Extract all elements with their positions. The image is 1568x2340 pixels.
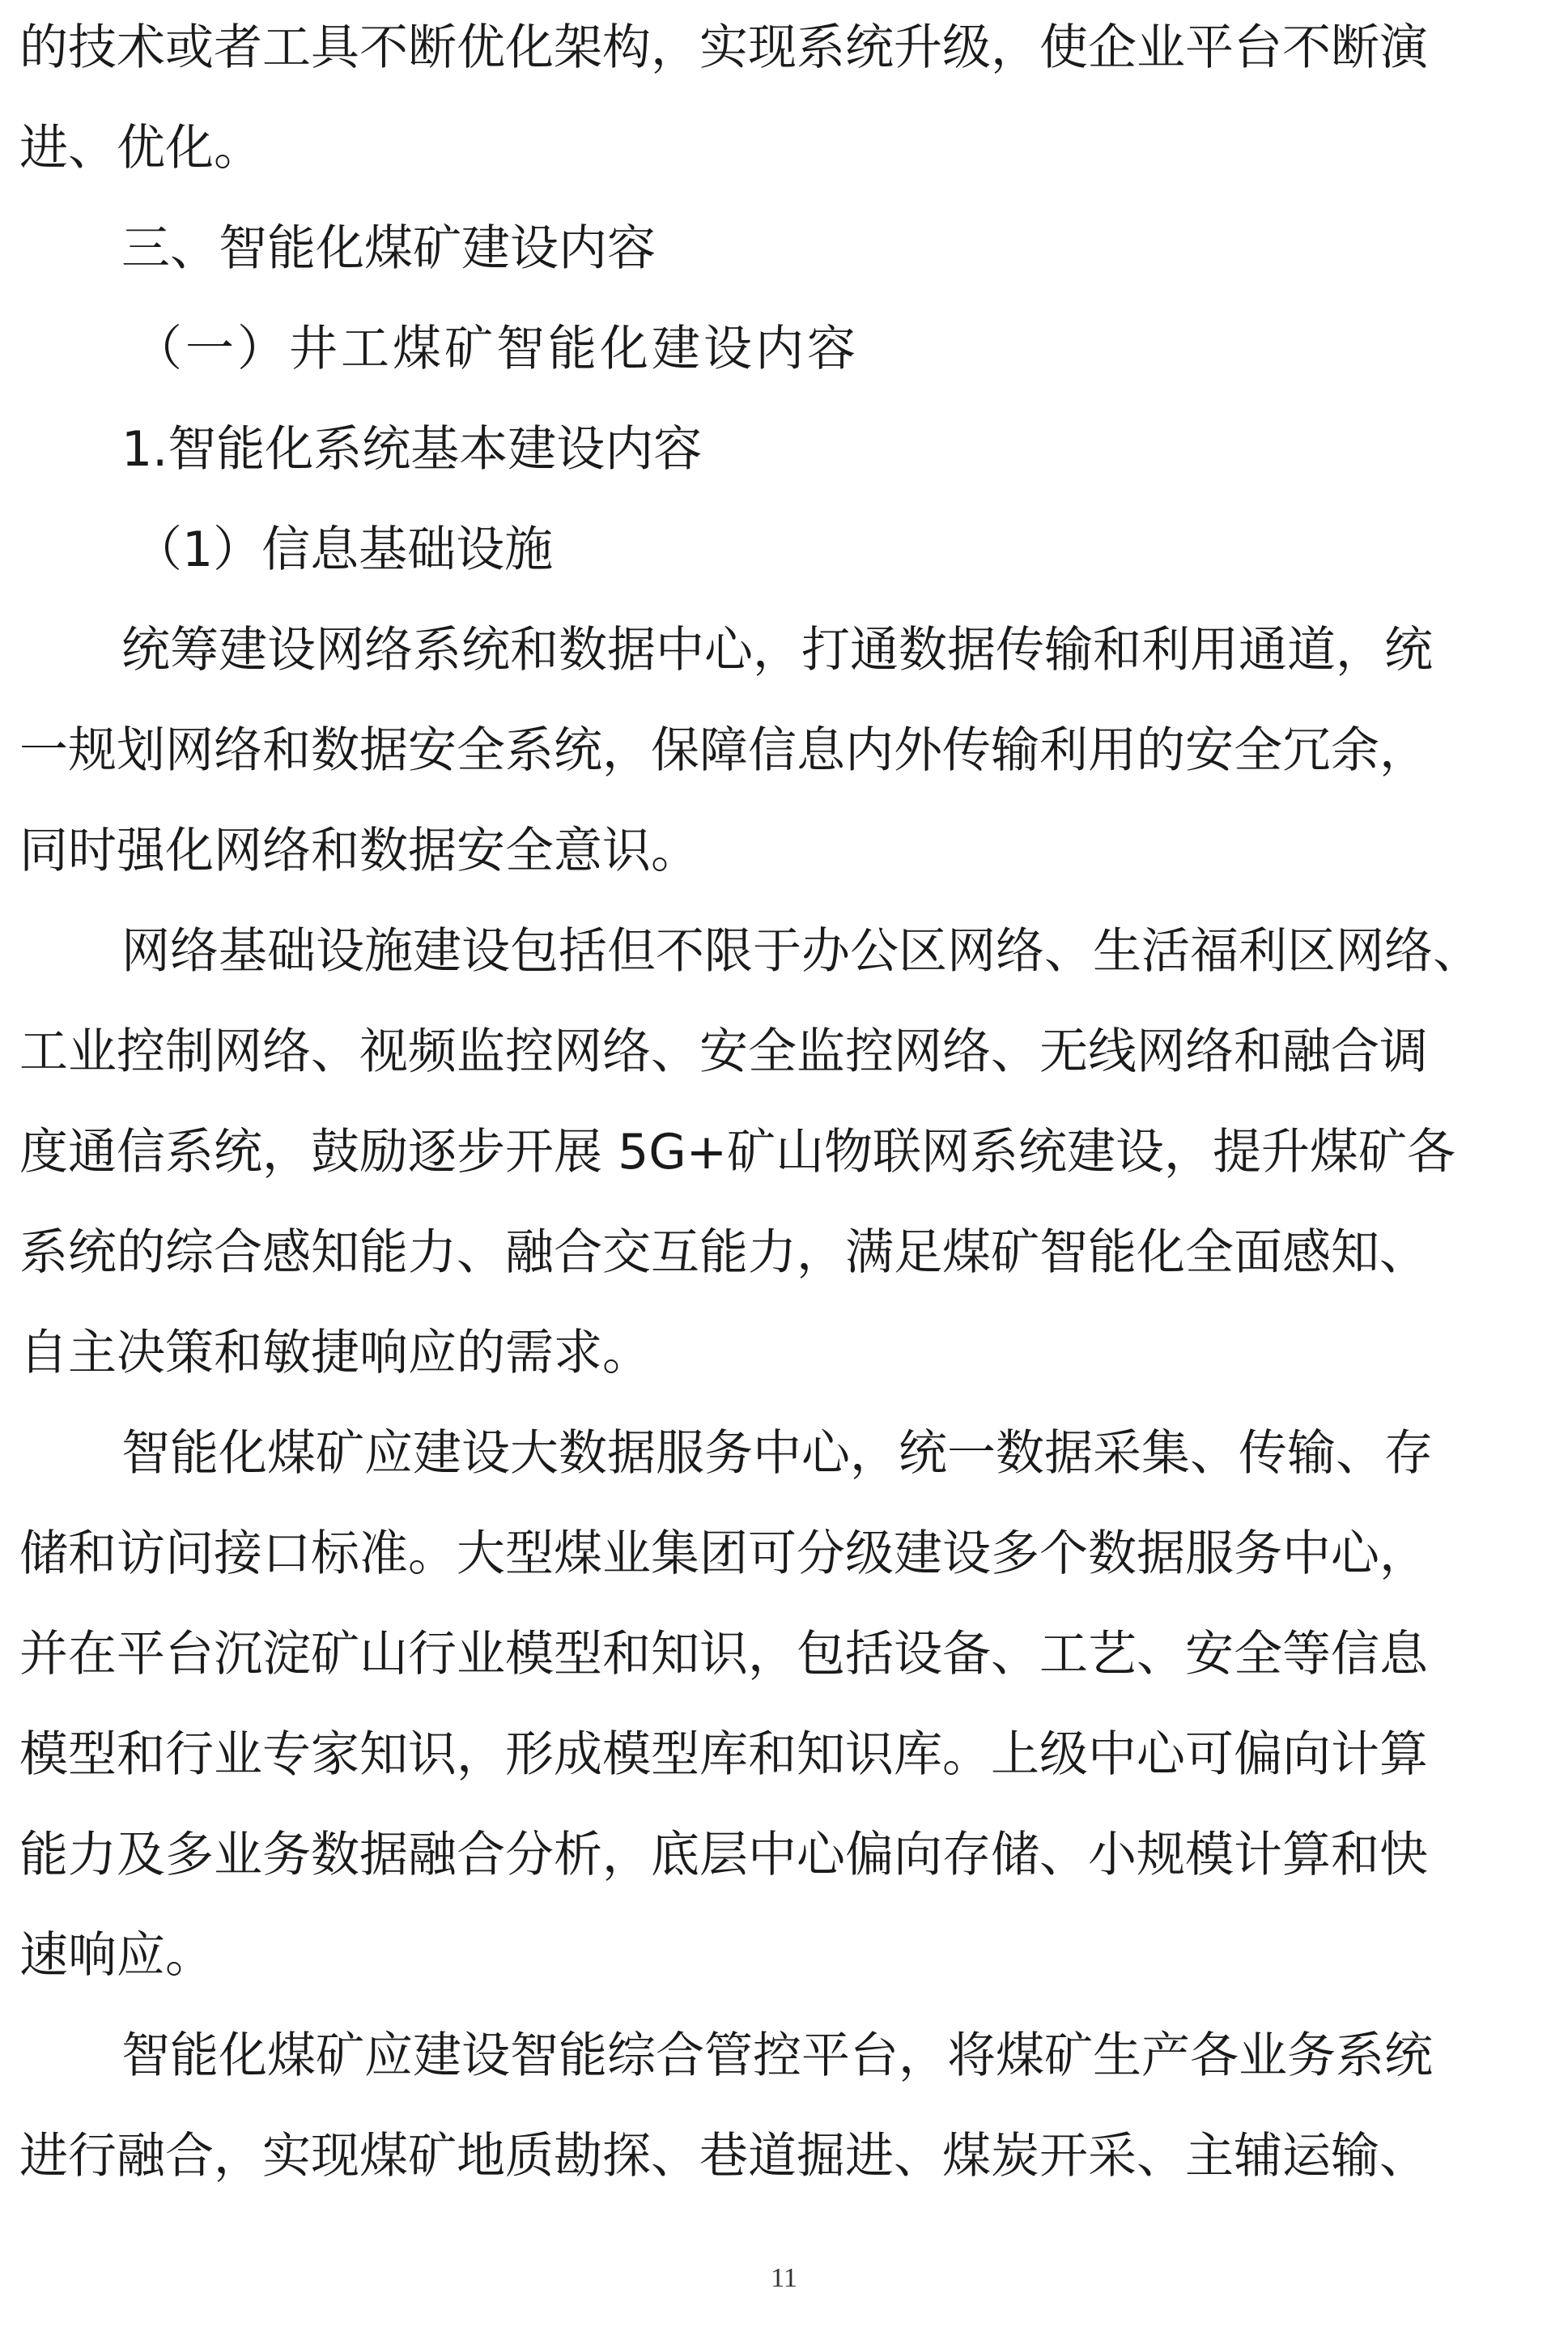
- paragraph-line: 模型和行业专家知识，形成模型库和知识库。上级中心可偏向计算: [19, 1726, 1428, 1783]
- text-line: 的技术或者工具不断优化架构，实现系统升级，使企业平台不断演: [19, 19, 1428, 76]
- paragraph-line: 储和访问接口标准。大型煤业集团可分级建设多个数据服务中心，: [19, 1525, 1428, 1582]
- paragraph-line: 同时强化网络和数据安全意识。: [19, 823, 699, 879]
- text-line: 进、优化。: [19, 120, 262, 177]
- paragraph-line: 进行融合，实现煤矿地质勘探、巷道掘进、煤炭开采、主辅运输、: [19, 2128, 1428, 2185]
- paragraph-line: 能力及多业务数据融合分析，底层中心偏向存储、小规模计算和快: [19, 1827, 1428, 1883]
- paragraph-line: 智能化煤矿应建设智能综合管控平台，将煤矿生产各业务系统: [121, 2027, 1433, 2084]
- subitem-heading: （1）信息基础设施: [134, 521, 554, 578]
- paragraph-line: 智能化煤矿应建设大数据服务中心，统一数据采集、传输、存: [121, 1425, 1433, 1482]
- paragraph-line: 并在平台沉淀矿山行业模型和知识，包括设备、工艺、安全等信息: [19, 1626, 1428, 1683]
- paragraph-line: 速响应。: [19, 1927, 214, 1984]
- paragraph-line: 一规划网络和数据安全系统，保障信息内外传输利用的安全冗余，: [19, 722, 1428, 779]
- subsection-heading: （一）井工煤矿智能化建设内容: [134, 321, 859, 377]
- paragraph-line: 度通信系统，鼓励逐步开展 5G+矿山物联网系统建设，提升煤矿各: [19, 1124, 1456, 1181]
- section-heading: 三、智能化煤矿建设内容: [121, 220, 656, 277]
- paragraph-line: 工业控制网络、视频监控网络、安全监控网络、无线网络和融合调: [19, 1023, 1428, 1080]
- paragraph-line: 网络基础设施建设包括但不限于办公区网络、生活福利区网络、: [121, 923, 1481, 980]
- paragraph-line: 自主决策和敏捷响应的需求。: [19, 1325, 651, 1381]
- paragraph-line: 统筹建设网络系统和数据中心，打通数据传输和利用通道，统: [121, 622, 1433, 679]
- page-number: 11: [771, 2263, 797, 2293]
- paragraph-line: 系统的综合感知能力、融合交互能力，满足煤矿智能化全面感知、: [19, 1224, 1428, 1281]
- item-heading: 1.智能化系统基本建设内容: [121, 421, 703, 478]
